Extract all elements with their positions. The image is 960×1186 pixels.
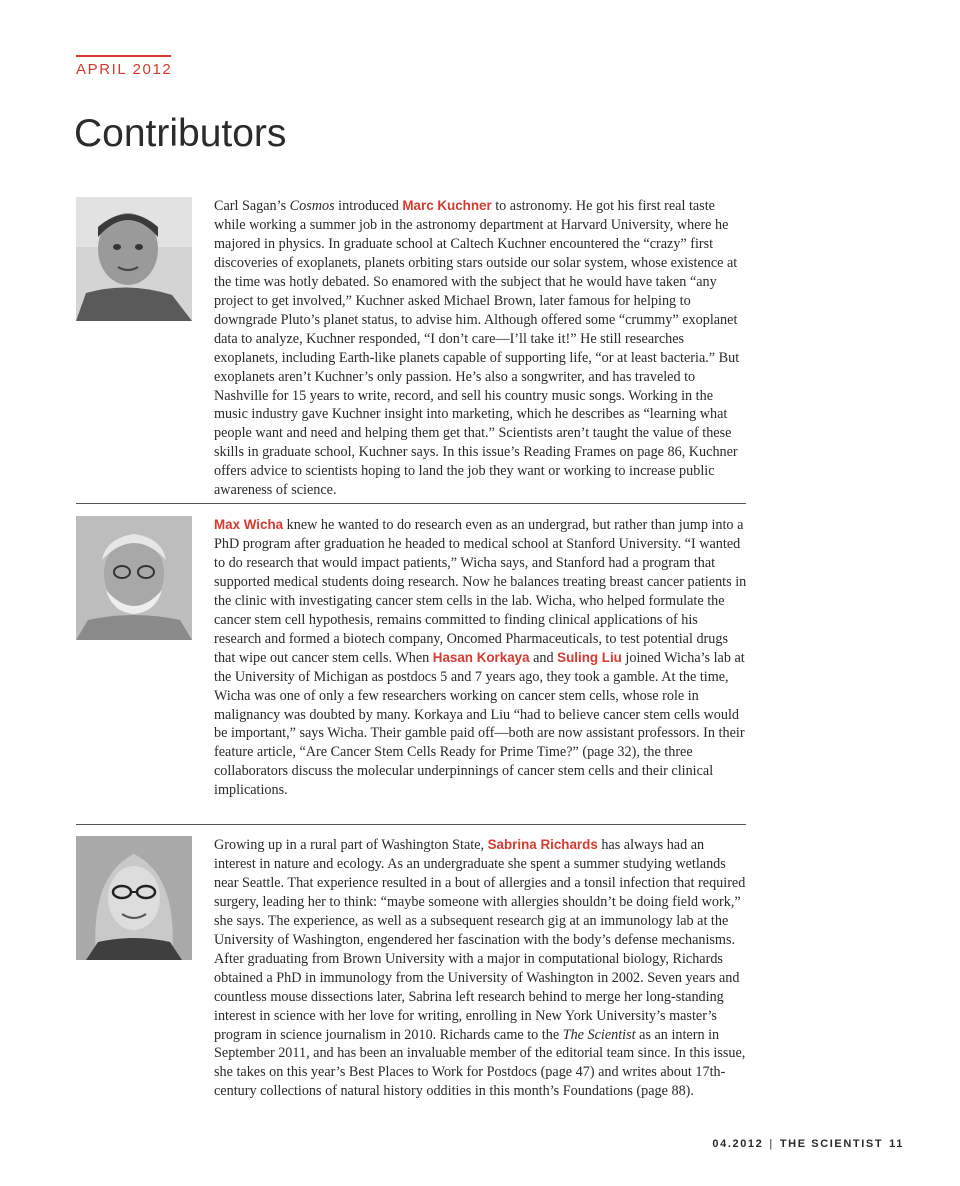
contributor-name-sabrina-richards: Sabrina Richards [487,837,598,852]
bio-text-segment: Carl Sagan’s [214,198,290,214]
photo-sabrina-richards [76,836,192,960]
bio-text-segment: joined Wicha’s lab at the University of Michigan as postdocs 5 and 7 years ago, they took a gamble. At the time, Wicha was one of only a few researchers working on cancer stem cells, whose role in malignancy was doubted by many. Korkaya and Liu “had to believe cancer stem cells would be important,” says Wicha. Their gamble paid off—both are now assistant professors. In their feature article, “Are Cancer Stem Cells Ready for Prime Time?” (page 32), the three collaborators discuss the molecular underpinnings of cancer stem cells and their clinical implications. [214,649,745,799]
contributor-name-marc-kuchner: Marc Kuchner [402,198,492,213]
contributor-name-hasan-korkaya: Hasan Korkaya [432,649,530,665]
bio-text [214,836,748,1101]
contributor-name-max-wicha: Max Wicha [214,517,284,532]
book-title: Cosmos [289,198,335,214]
footer-date: 04.2012 [712,1138,764,1150]
bio-text [214,197,748,500]
footer-page-number: 11 [889,1138,904,1150]
bio-text-segment: introduced [334,198,403,214]
bio-text-segment: knew he wanted to do research even as an undergrad, but rather than jump into a PhD program after graduation he headed to medical school at Stanford University. “I wanted to do research that would impact patients,” Wicha says, and Stanford had a program that supported medical students doing research. Now he balances treating breast cancer patients in the clinic with investigating cancer stem cells in the lab. Wicha, who helped formulate the cancer stem cell hypothesis, remains committed to finding clinical applications of his research and formed a biotech company, Oncomed Pharmaceuticals, to test potential drugs that wipe out cancer stem cells. When [214,517,747,666]
page-footer [712,1138,904,1150]
footer-separator: | [769,1138,774,1150]
bio-text-segment: to astronomy. He got his first real taste while working a summer job in the astronomy department at Harvard University, where he majored in physics. In graduate school at Caltech Kuchner encountered the “crazy” first discoveries of exoplanets, planets orbiting stars outside our solar system, whose existence at the time was hotly debated. So enamored with the subject that he would have taken “any project to get involved,” Kuchner asked Michael Brown, later famous for helping to downgrade Pluto’s planet status, to advise him. Although offered some “crummy” exoplanet data to analyze, Kuchner responded, “I don’t care—I’ll take it!” He still researches exoplanets, including Earth-like planets capable of supporting life, “or at least bacteria.” But exoplanets aren’t Kuchner’s only passion. He’s also a songwriter, and has traveled to Nashville for 15 years to write, record, and sell his country music songs. Working in the music industry gave Kuchner insight into marketing, which he describes as “learning what people want and need and helping them get that.” Scientists aren’t taught the value of these skills in graduate school, Kuchner says. In this issue’s Reading Frames on page 86, Kuchner offers advice to scientists hoping to land the job they want or working to increase public awareness of science. [214,198,740,499]
issue-date: APRIL 2012 [76,61,173,78]
section-divider [76,503,746,504]
contributor-name-suling-liu: Suling Liu [557,649,622,665]
bio-text-segment: has always had an interest in nature and ecology. As an undergraduate she spent a summer studying wetlands near Seattle. That experience resulted in a bout of allergies and a tonsil infection that required surgery, leading her to think: “maybe someone with allergies shouldn’t be doing field work,” she says. The experience, as well as a subsequent research gig at an immunology lab at the University of Washington, engendered her fascination with the body’s defense mechanisms. After graduating from Brown University with a major in computational biology, Richards obtained a PhD in immunology from the University of Washington in 2002. Seven years and countless mouse dissections later, Sabrina left research behind to merge her long-standing interest in science with her love for writing, enrolling in New York University’s master’s program in science journalism in 2010. Richards came to the [214,837,746,1043]
bio-text-segment: as an intern in September 2011, and has been an invaluable member of the editorial team since. In this issue, she takes on this year’s Best Places to Work for Postdocs (page 47) and writes about 17th-century collections of natural history oddities in this month’s Foundations (page 88). [214,1026,746,1100]
bio-text-segment: and [529,649,558,666]
bio-text [214,516,748,800]
section-divider [76,824,746,825]
photo-max-wicha [76,516,192,640]
page-title: Contributors [74,112,287,155]
header-accent-rule [76,55,171,57]
photo-marc-kuchner [76,197,192,321]
bio-text-segment: Growing up in a rural part of Washington State, [214,837,488,853]
footer-magazine: THE SCIENTIST [779,1138,884,1150]
publication-title: The Scientist [562,1026,636,1043]
